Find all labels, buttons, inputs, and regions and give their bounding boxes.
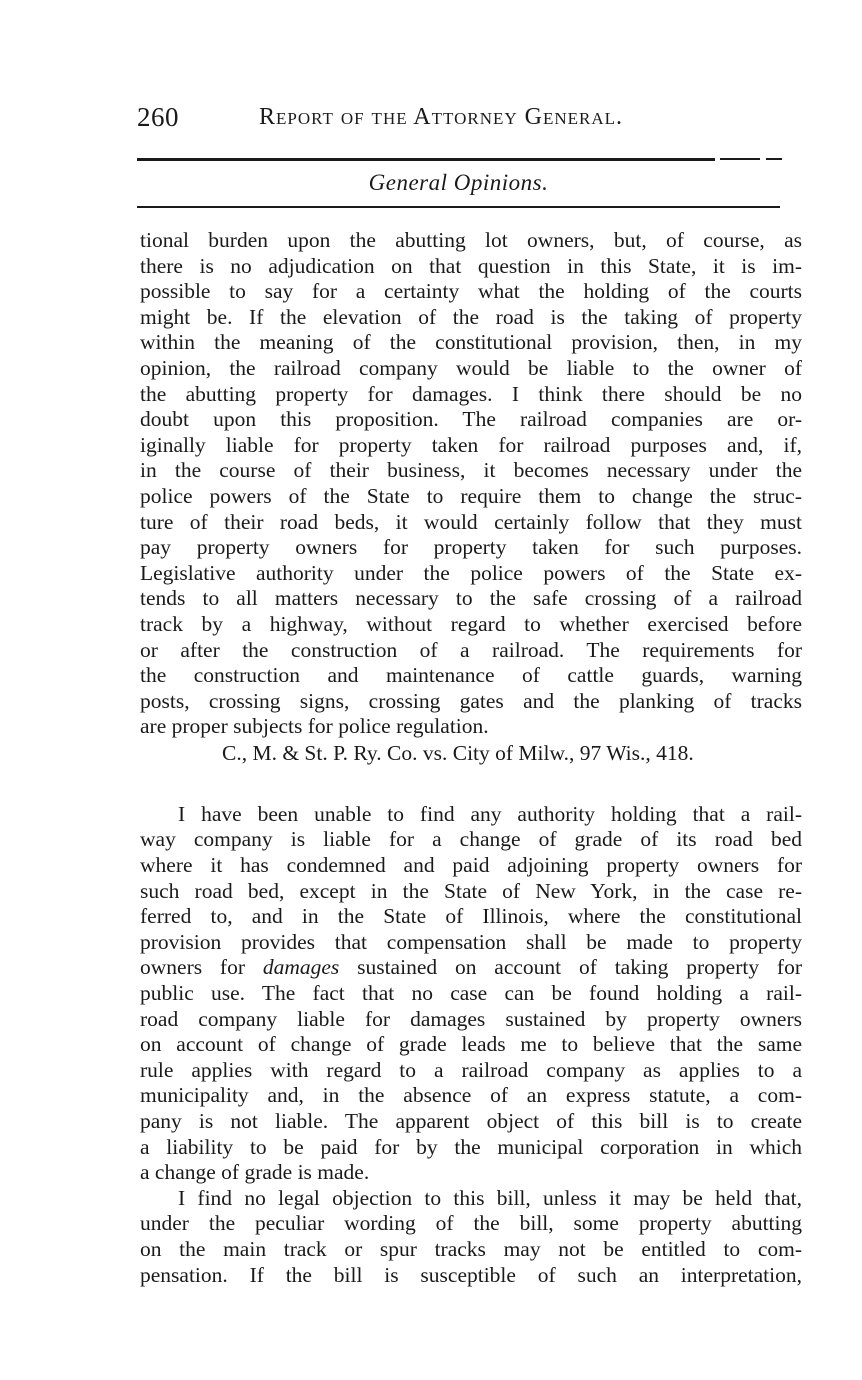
text-line: public use. The fact that no case can be found holding a rail-	[140, 981, 802, 1006]
text-line: might be. If the elevation of the road is the taking of property	[140, 304, 802, 329]
text-line: provision provides that compensation shall be made to property	[140, 929, 802, 954]
text-line: opinion, the railroad company would be liable to the owner of	[140, 355, 802, 380]
text-line: in the course of their business, it becomes necessary under the	[140, 458, 802, 483]
text-line: such road bed, except in the State of New York, in the case re-	[140, 878, 802, 903]
text-segment: owners for	[140, 955, 263, 980]
header-rule-dash	[720, 158, 760, 160]
text-line: rule applies with regard to a railroad company as applies to a	[140, 1057, 802, 1082]
text-line: way company is liable for a change of grade of its road bed	[140, 827, 802, 852]
text-line: posts, crossing signs, crossing gates and the planking of tracks	[140, 688, 802, 713]
text-line: there is no adjudication on that question in this State, it is im-	[140, 253, 802, 278]
page-number: 260	[137, 102, 179, 132]
emphasized-word: damages	[262, 955, 340, 980]
text-line: Legislative authority under the police powers of the State ex-	[140, 560, 802, 585]
text-line: pay property owners for property taken for such purposes.	[140, 535, 802, 560]
text-line: I have been unable to find any authority holding that a rail-	[178, 801, 802, 826]
text-line: or after the construction of a railroad. The requirements for	[140, 637, 802, 662]
text-line: a liability to be paid for by the municipal corporation in which	[140, 1134, 802, 1159]
text-line: the construction and maintenance of cattle guards, warning	[140, 663, 802, 688]
text-line: ture of their road beds, it would certainly follow that they must	[140, 509, 802, 534]
text-line: a change of grade is made.	[140, 1160, 370, 1185]
text-line: track by a highway, without regard to whether exercised before	[140, 611, 802, 636]
case-citation: C., M. & St. P. Ry. Co. vs. City of Milw., 97 Wis., 418.	[222, 740, 694, 765]
text-line: iginally liable for property taken for railroad purposes and, if,	[140, 432, 802, 457]
text-line: tional burden upon the abutting lot owners, but, of course, as	[140, 228, 802, 252]
body-text	[140, 228, 802, 1288]
text-line: tends to all matters necessary to the safe crossing of a railroad	[140, 586, 802, 611]
header-rule-dash	[766, 158, 782, 160]
text-line: pensation. If the bill is susceptible of such an interpretation,	[140, 1262, 802, 1287]
text-line: on the main track or spur tracks may not be entitled to com-	[140, 1236, 802, 1261]
page-header	[137, 102, 797, 136]
text-line: the abutting property for damages. I think there should be no	[140, 381, 802, 406]
text-line: within the meaning of the constitutional provision, then, in my	[140, 330, 802, 355]
text-line: police powers of the State to require them to change the struc-	[140, 483, 802, 508]
section-title: General Opinions.	[368, 170, 549, 195]
text-line	[140, 955, 802, 981]
text-segment: sustained on account of taking property for	[339, 955, 802, 980]
header-rule	[137, 158, 715, 161]
text-line: ferred to, and in the State of Illinois, where the constitutional	[140, 904, 802, 929]
text-line: possible to say for a certainty what the holding of the courts	[140, 279, 802, 304]
text-line: on account of change of grade leads me to believe that the same	[140, 1032, 802, 1057]
paragraph-gap	[140, 766, 802, 802]
text-line: where it has condemned and paid adjoining property owners for	[140, 853, 802, 878]
running-head: Report of the Attorney General.	[259, 104, 624, 130]
text-line: under the peculiar wording of the bill, some property abutting	[140, 1211, 802, 1236]
text-line: road company liable for damages sustained by property owners	[140, 1006, 802, 1031]
text-line: municipality and, in the absence of an express statute, a com-	[140, 1083, 802, 1108]
text-line: pany is not liable. The apparent object of this bill is to create	[140, 1109, 802, 1133]
text-line: doubt upon this proposition. The railroad companies are or-	[140, 407, 802, 432]
text-line: I find no legal objection to this bill, unless it may be held that,	[178, 1185, 802, 1210]
section-rule	[137, 206, 780, 208]
text-line: are proper subjects for police regulation.	[140, 714, 489, 739]
